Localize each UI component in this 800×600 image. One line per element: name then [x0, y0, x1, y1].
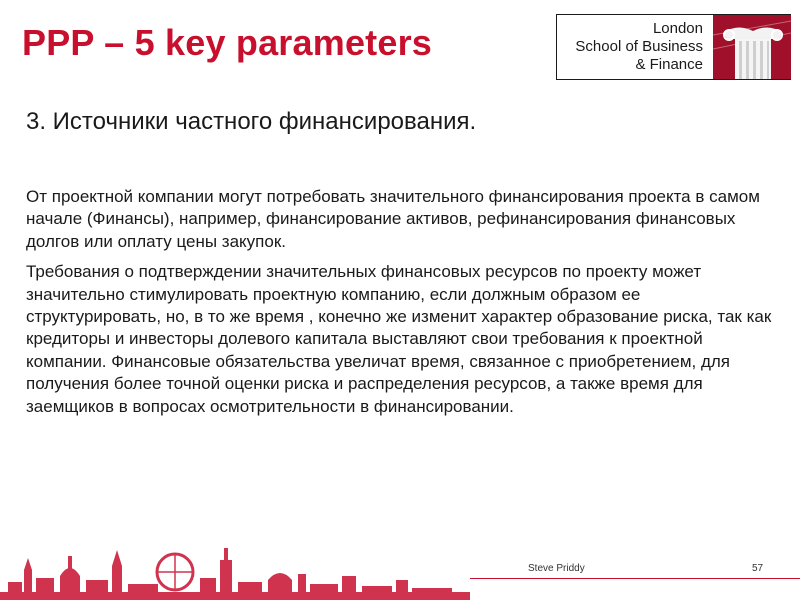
logo-line-3: & Finance: [635, 56, 703, 73]
logo-line-2: School of Business: [575, 38, 703, 55]
page-number: 57: [752, 563, 764, 574]
slide-title: PPP – 5 key parameters: [22, 22, 433, 63]
logo-line-1: London: [652, 20, 703, 37]
body-text: [26, 186, 778, 426]
lsbf-logo: [556, 14, 791, 80]
logo-text: [557, 15, 713, 79]
footer-author: Steve Priddy: [528, 563, 585, 574]
paragraph-1: От проектной компании могут потребовать значительного финансирования проекта в самом начале (Финансы), например, финансирование активов, рефинансирования финансовых долгов или оплату цены закупок.: [26, 187, 760, 251]
column-capital-icon: [713, 15, 791, 79]
paragraph-2: Требования о подтверждении значительных финансовых ресурсов по проекту может значительно стимулировать проектную компанию, если должным образом ее структурировать, но, в то же время , конечно же изменит характер образование риска, так как кредиторы и инвесторы долевого капитала выставляют свои требования к проектной компании. Финансовые обязательства увеличат время, связанное с приобретением, для получения более точной оценки риска и распределения ресурсов, а также время для заемщиков в вопросах осмотрительности в финансировании.: [26, 262, 772, 416]
city-skyline-icon: [0, 530, 470, 600]
section-heading: 3. Источники частного финансирования.: [26, 108, 477, 135]
footer-divider: [470, 578, 800, 579]
